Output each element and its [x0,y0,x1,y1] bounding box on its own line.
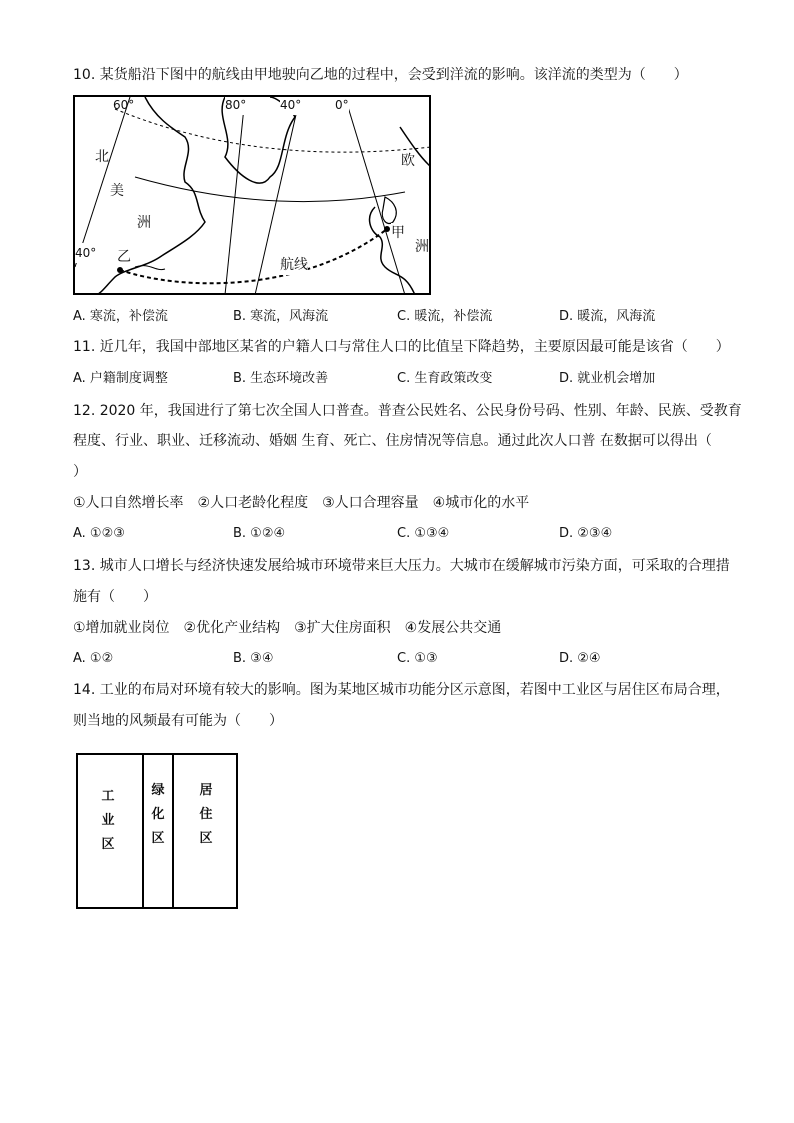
q12-items: ①人口自然增长率 ②人口老龄化程度 ③人口合理容量 ④城市化的水平 [73,495,530,511]
q12-stem-line2: 程度、行业、职业、迁移流动、婚姻 生育、死亡、住房情况等信息。通过此次人口普 在数据可以得出（ [73,433,712,449]
latitude-line [135,177,405,202]
lat-label-40: 40° [75,243,96,263]
q12-stem-line1: 12. 2020 年，我国进行了第七次全国人口普查。普查公民姓名、公民身份号码、性别、年龄、民族、受教育 [73,403,742,419]
label-mei: 美 [110,183,124,199]
label-jia: 甲 [391,225,405,241]
q10-option-d: D. 暖流，风海流 [559,309,656,324]
zone-divider-1 [142,755,144,907]
q11-option-c: C. 生育政策改变 [397,371,493,386]
q13-option-d: D. ②④ [559,651,601,666]
industrial-zone-label: 工 业 区 [101,789,115,852]
q11-option-d: D. 就业机会增加 [559,371,656,386]
lon-label-40: 40° [280,95,301,115]
q12-option-d: D. ②③④ [559,526,613,541]
q13-items: ①增加就业岗位 ②优化产业结构 ③扩大住房面积 ④发展公共交通 [73,620,502,636]
label-zhou-na: 洲 [137,215,151,231]
q12-option-b: B. ①②④ [233,526,286,541]
q13-option-c: C. ①③ [397,651,438,666]
ocean-current-map [73,95,431,295]
q12-option-c: C. ①③④ [397,526,450,541]
label-zhou-eu: 洲 [415,239,429,255]
europe-coast [370,207,415,295]
q12-option-a: A. ①②③ [73,526,125,541]
label-bei: 北 [95,149,109,165]
q13-option-b: B. ③④ [233,651,274,666]
lon-label-80: 80° [225,95,246,115]
q14-stem-line2: 则当地的风频最有可能为（ ） [73,713,283,729]
q11-option-a: A. 户籍制度调整 [73,371,168,386]
q12-stem-line3: ） [73,464,87,480]
city-function-zone-diagram [76,753,238,909]
zone-divider-2 [172,755,174,907]
meridian-80 [225,97,245,295]
route-label: 航线 [280,257,308,273]
arctic-circle-line [115,109,431,152]
label-yi: 乙 [117,249,131,265]
point-yi [117,267,123,273]
q10-option-c: C. 暖流，补偿流 [397,309,493,324]
q13-option-a: A. ①② [73,651,114,666]
q11-stem: 11. 近几年，我国中部地区某省的户籍人口与常住人口的比值呈下降趋势，主要原因最可能是该省（ ） [73,339,730,355]
point-jia [384,226,390,232]
q10-stem: 10. 某货船沿下图中的航线由甲地驶向乙地的过程中，会受到洋流的影响。该洋流的类型为（ ） [73,67,688,83]
green-zone-label: 绿 化 区 [151,783,165,846]
lon-label-0: 0° [335,95,349,115]
q10-option-a: A. 寒流，补偿流 [73,309,168,324]
residential-zone-label: 居 住 区 [199,783,213,846]
british-isles [382,197,396,224]
q11-option-b: B. 生态环境改善 [233,371,329,386]
meridian-0 [345,97,405,295]
q14-stem-line1: 14. 工业的布局对环境有较大的影响。图为某地区城市功能分区示意图，若图中工业区与居住区布局合理， [73,682,730,698]
q10-option-b: B. 寒流，风海流 [233,309,329,324]
q13-stem-line1: 13. 城市人口增长与经济快速发展给城市环境带来巨大压力。大城市在缓解城市污染方面，可采取的合理措 [73,558,730,574]
coast-detail [135,266,165,270]
lon-label-60: 60° [113,98,135,112]
label-ou: 欧 [401,153,415,169]
q13-stem-line2: 施有（ ） [73,589,157,605]
